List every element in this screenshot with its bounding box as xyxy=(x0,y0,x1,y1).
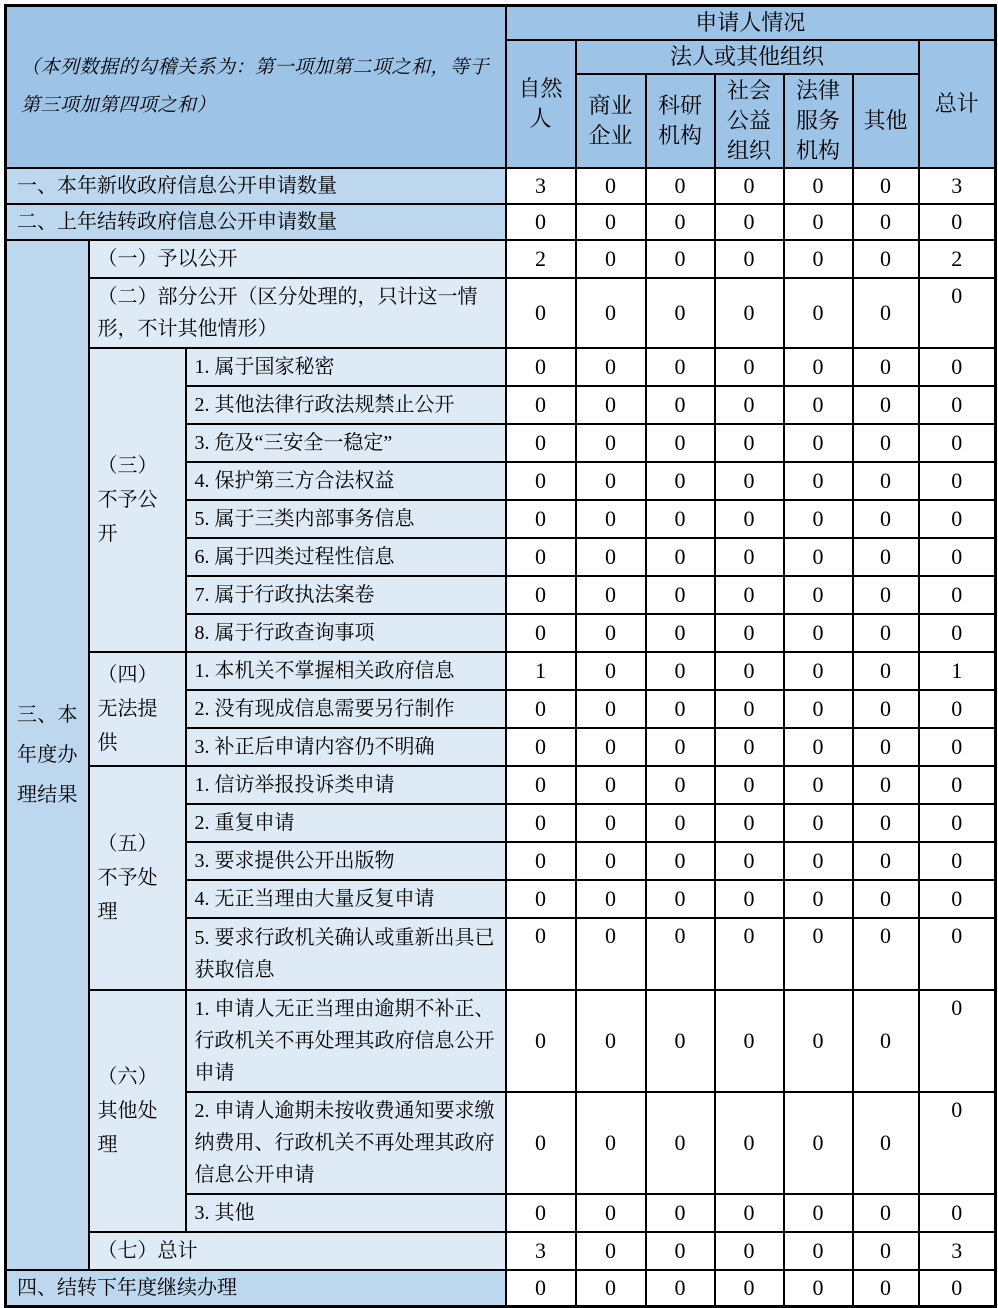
group-label: （六）其他处理 xyxy=(89,990,186,1232)
value-cell: 3 xyxy=(919,168,996,204)
value-cell: 0 xyxy=(506,918,576,990)
value-cell: 0 xyxy=(853,462,919,500)
value-cell: 0 xyxy=(853,652,919,690)
value-cell: 0 xyxy=(715,690,784,728)
value-cell: 0 xyxy=(784,652,853,690)
value-cell: 0 xyxy=(919,278,996,348)
value-cell: 0 xyxy=(715,842,784,880)
value-cell: 0 xyxy=(576,278,646,348)
value-cell: 0 xyxy=(919,766,996,804)
column-header-other: 其他 xyxy=(853,74,919,168)
column-header-commercial: 商业企业 xyxy=(576,74,646,168)
row-label: 1. 信访举报投诉类申请 xyxy=(186,766,506,804)
value-cell: 0 xyxy=(853,168,919,204)
value-cell: 0 xyxy=(646,1092,715,1194)
value-cell: 0 xyxy=(784,1092,853,1194)
value-cell: 0 xyxy=(576,990,646,1092)
value-cell: 0 xyxy=(646,652,715,690)
value-cell: 0 xyxy=(784,240,853,278)
value-cell: 0 xyxy=(576,1232,646,1270)
value-cell: 0 xyxy=(576,168,646,204)
value-cell: 0 xyxy=(715,386,784,424)
value-cell: 0 xyxy=(853,538,919,576)
value-cell: 0 xyxy=(853,576,919,614)
value-cell: 3 xyxy=(919,1232,996,1270)
value-cell: 0 xyxy=(646,204,715,240)
value-cell: 0 xyxy=(646,386,715,424)
value-cell: 0 xyxy=(784,386,853,424)
value-cell: 0 xyxy=(853,880,919,918)
value-cell: 0 xyxy=(715,766,784,804)
value-cell: 0 xyxy=(576,576,646,614)
value-cell: 0 xyxy=(784,424,853,462)
value-cell: 2 xyxy=(919,240,996,278)
value-cell: 0 xyxy=(506,576,576,614)
value-cell: 0 xyxy=(646,842,715,880)
value-cell: 0 xyxy=(853,278,919,348)
value-cell: 0 xyxy=(853,918,919,990)
row-label: 3. 其他 xyxy=(186,1194,506,1232)
value-cell: 0 xyxy=(506,1092,576,1194)
value-cell: 0 xyxy=(715,576,784,614)
value-cell: 0 xyxy=(784,1232,853,1270)
row-label: 6. 属于四类过程性信息 xyxy=(186,538,506,576)
value-cell: 0 xyxy=(784,766,853,804)
value-cell: 0 xyxy=(506,278,576,348)
value-cell: 0 xyxy=(646,1232,715,1270)
value-cell: 0 xyxy=(576,1270,646,1307)
value-cell: 0 xyxy=(784,204,853,240)
value-cell: 0 xyxy=(715,990,784,1092)
value-cell: 0 xyxy=(853,1270,919,1307)
row-label: 7. 属于行政执法案卷 xyxy=(186,576,506,614)
value-cell: 0 xyxy=(853,804,919,842)
row-label: 8. 属于行政查询事项 xyxy=(186,614,506,652)
value-cell: 0 xyxy=(853,386,919,424)
value-cell: 0 xyxy=(715,462,784,500)
value-cell: 0 xyxy=(506,614,576,652)
value-cell: 0 xyxy=(784,1194,853,1232)
value-cell: 0 xyxy=(576,538,646,576)
group-label: （三）不予公开 xyxy=(89,348,186,652)
value-cell: 0 xyxy=(576,500,646,538)
row-label: 2. 其他法律行政法规禁止公开 xyxy=(186,386,506,424)
row-label: 4. 无正当理由大量反复申请 xyxy=(186,880,506,918)
value-cell: 0 xyxy=(853,204,919,240)
value-cell: 0 xyxy=(919,918,996,990)
value-cell: 0 xyxy=(853,348,919,386)
value-cell: 0 xyxy=(784,278,853,348)
value-cell: 0 xyxy=(646,766,715,804)
value-cell: 0 xyxy=(506,766,576,804)
value-cell: 0 xyxy=(919,842,996,880)
value-cell: 0 xyxy=(784,576,853,614)
column-header-legal-service: 法律服务机构 xyxy=(784,74,853,168)
row-label: 1. 属于国家秘密 xyxy=(186,348,506,386)
value-cell: 0 xyxy=(715,168,784,204)
value-cell: 0 xyxy=(784,462,853,500)
value-cell: 0 xyxy=(506,386,576,424)
value-cell: 0 xyxy=(576,204,646,240)
row-label: 5. 属于三类内部事务信息 xyxy=(186,500,506,538)
value-cell: 0 xyxy=(506,842,576,880)
value-cell: 0 xyxy=(646,990,715,1092)
value-cell: 0 xyxy=(646,804,715,842)
value-cell: 0 xyxy=(784,990,853,1092)
note-cell: （本列数据的勾稽关系为：第一项加第二项之和，等于第三项加第四项之和） xyxy=(6,6,506,169)
value-cell: 0 xyxy=(506,462,576,500)
value-cell: 0 xyxy=(576,804,646,842)
value-cell: 0 xyxy=(919,614,996,652)
value-cell: 0 xyxy=(646,1270,715,1307)
value-cell: 0 xyxy=(715,804,784,842)
column-header-natural-person: 自然人 xyxy=(506,40,576,168)
value-cell: 0 xyxy=(715,728,784,766)
value-cell: 0 xyxy=(576,918,646,990)
value-cell: 0 xyxy=(506,690,576,728)
row-label: 3. 要求提供公开出版物 xyxy=(186,842,506,880)
value-cell: 0 xyxy=(576,842,646,880)
value-cell: 0 xyxy=(646,614,715,652)
value-cell: 0 xyxy=(506,880,576,918)
value-cell: 0 xyxy=(715,1232,784,1270)
value-cell: 0 xyxy=(853,240,919,278)
value-cell: 0 xyxy=(576,652,646,690)
group-label: （五）不予处理 xyxy=(89,766,186,990)
value-cell: 3 xyxy=(506,168,576,204)
value-cell: 0 xyxy=(646,880,715,918)
value-cell: 0 xyxy=(715,880,784,918)
value-cell: 0 xyxy=(784,538,853,576)
disclosure-statistics-table xyxy=(4,4,997,1308)
row-label: 一、本年新收政府信息公开申请数量 xyxy=(6,168,506,204)
row-label: 2. 重复申请 xyxy=(186,804,506,842)
column-header-public-welfare: 社会公益组织 xyxy=(715,74,784,168)
value-cell: 0 xyxy=(853,990,919,1092)
row-label: 1. 本机关不掌握相关政府信息 xyxy=(186,652,506,690)
value-cell: 0 xyxy=(919,880,996,918)
row-label: （七）总计 xyxy=(89,1232,506,1270)
value-cell: 0 xyxy=(715,500,784,538)
value-cell: 0 xyxy=(853,1232,919,1270)
value-cell: 0 xyxy=(853,766,919,804)
row-label: 4. 保护第三方合法权益 xyxy=(186,462,506,500)
row-label: 2. 申请人逾期未按收费通知要求缴纳费用、行政机关不再处理其政府信息公开申请 xyxy=(186,1092,506,1194)
value-cell: 0 xyxy=(506,804,576,842)
value-cell: 0 xyxy=(919,348,996,386)
value-cell: 0 xyxy=(576,348,646,386)
value-cell: 0 xyxy=(853,1194,919,1232)
value-cell: 0 xyxy=(919,462,996,500)
value-cell: 0 xyxy=(784,348,853,386)
value-cell: 0 xyxy=(919,1194,996,1232)
column-header-total: 总计 xyxy=(919,40,996,168)
value-cell: 0 xyxy=(506,538,576,576)
row-label: （二）部分公开（区分处理的，只计这一情形，不计其他情形） xyxy=(89,278,506,348)
value-cell: 2 xyxy=(506,240,576,278)
value-cell: 0 xyxy=(919,424,996,462)
value-cell: 0 xyxy=(576,240,646,278)
value-cell: 0 xyxy=(506,424,576,462)
value-cell: 0 xyxy=(784,1270,853,1307)
value-cell: 0 xyxy=(576,424,646,462)
row-label: 5. 要求行政机关确认或重新出具已获取信息 xyxy=(186,918,506,990)
value-cell: 0 xyxy=(576,1092,646,1194)
value-cell: 0 xyxy=(919,728,996,766)
value-cell: 0 xyxy=(646,576,715,614)
value-cell: 0 xyxy=(715,614,784,652)
value-cell: 0 xyxy=(919,386,996,424)
value-cell: 0 xyxy=(715,538,784,576)
value-cell: 0 xyxy=(646,348,715,386)
column-header-legal-org: 法人或其他组织 xyxy=(576,40,919,74)
value-cell: 0 xyxy=(853,424,919,462)
value-cell: 0 xyxy=(715,278,784,348)
row-label: 3. 补正后申请内容仍不明确 xyxy=(186,728,506,766)
value-cell: 0 xyxy=(919,990,996,1092)
value-cell: 0 xyxy=(784,842,853,880)
row-label: 3. 危及“三安全一稳定” xyxy=(186,424,506,462)
value-cell: 0 xyxy=(576,386,646,424)
value-cell: 0 xyxy=(784,500,853,538)
value-cell: 0 xyxy=(919,576,996,614)
value-cell: 0 xyxy=(576,462,646,500)
value-cell: 0 xyxy=(853,500,919,538)
value-cell: 0 xyxy=(576,1194,646,1232)
value-cell: 0 xyxy=(853,728,919,766)
value-cell: 0 xyxy=(919,804,996,842)
row-label: 2. 没有现成信息需要另行制作 xyxy=(186,690,506,728)
value-cell: 0 xyxy=(506,204,576,240)
value-cell: 0 xyxy=(506,348,576,386)
value-cell: 1 xyxy=(506,652,576,690)
group-label: （四）无法提供 xyxy=(89,652,186,766)
value-cell: 3 xyxy=(506,1232,576,1270)
value-cell: 0 xyxy=(784,690,853,728)
value-cell: 0 xyxy=(715,204,784,240)
column-header-applicant: 申请人情况 xyxy=(506,6,996,41)
value-cell: 0 xyxy=(646,500,715,538)
value-cell: 0 xyxy=(784,918,853,990)
value-cell: 0 xyxy=(919,538,996,576)
section-label: 三、本年度办理结果 xyxy=(6,240,89,1270)
value-cell: 0 xyxy=(715,652,784,690)
value-cell: 0 xyxy=(646,690,715,728)
value-cell: 0 xyxy=(784,614,853,652)
value-cell: 0 xyxy=(646,1194,715,1232)
value-cell: 0 xyxy=(715,240,784,278)
value-cell: 0 xyxy=(646,168,715,204)
value-cell: 0 xyxy=(646,240,715,278)
value-cell: 0 xyxy=(784,168,853,204)
value-cell: 0 xyxy=(715,1270,784,1307)
value-cell: 0 xyxy=(715,348,784,386)
value-cell: 0 xyxy=(646,728,715,766)
value-cell: 0 xyxy=(784,804,853,842)
row-label: 二、上年结转政府信息公开申请数量 xyxy=(6,204,506,240)
value-cell: 0 xyxy=(646,918,715,990)
value-cell: 0 xyxy=(853,1092,919,1194)
column-header-research: 科研机构 xyxy=(646,74,715,168)
value-cell: 0 xyxy=(506,500,576,538)
value-cell: 0 xyxy=(506,1194,576,1232)
value-cell: 0 xyxy=(919,1270,996,1307)
value-cell: 0 xyxy=(853,842,919,880)
row-label: （一）予以公开 xyxy=(89,240,506,278)
value-cell: 0 xyxy=(576,614,646,652)
value-cell: 0 xyxy=(646,538,715,576)
value-cell: 0 xyxy=(576,766,646,804)
value-cell: 0 xyxy=(646,424,715,462)
value-cell: 0 xyxy=(919,500,996,538)
value-cell: 0 xyxy=(576,728,646,766)
value-cell: 0 xyxy=(919,204,996,240)
value-cell: 0 xyxy=(576,690,646,728)
value-cell: 0 xyxy=(784,728,853,766)
value-cell: 0 xyxy=(576,880,646,918)
value-cell: 0 xyxy=(853,614,919,652)
value-cell: 1 xyxy=(919,652,996,690)
value-cell: 0 xyxy=(715,918,784,990)
value-cell: 0 xyxy=(919,1092,996,1194)
value-cell: 0 xyxy=(715,424,784,462)
value-cell: 0 xyxy=(715,1092,784,1194)
value-cell: 0 xyxy=(506,990,576,1092)
value-cell: 0 xyxy=(506,728,576,766)
value-cell: 0 xyxy=(646,462,715,500)
value-cell: 0 xyxy=(784,880,853,918)
value-cell: 0 xyxy=(919,690,996,728)
value-cell: 0 xyxy=(715,1194,784,1232)
value-cell: 0 xyxy=(853,690,919,728)
value-cell: 0 xyxy=(506,1270,576,1307)
value-cell: 0 xyxy=(646,278,715,348)
row-label: 1. 申请人无正当理由逾期不补正、行政机关不再处理其政府信息公开申请 xyxy=(186,990,506,1092)
row-label: 四、结转下年度继续办理 xyxy=(6,1270,506,1307)
